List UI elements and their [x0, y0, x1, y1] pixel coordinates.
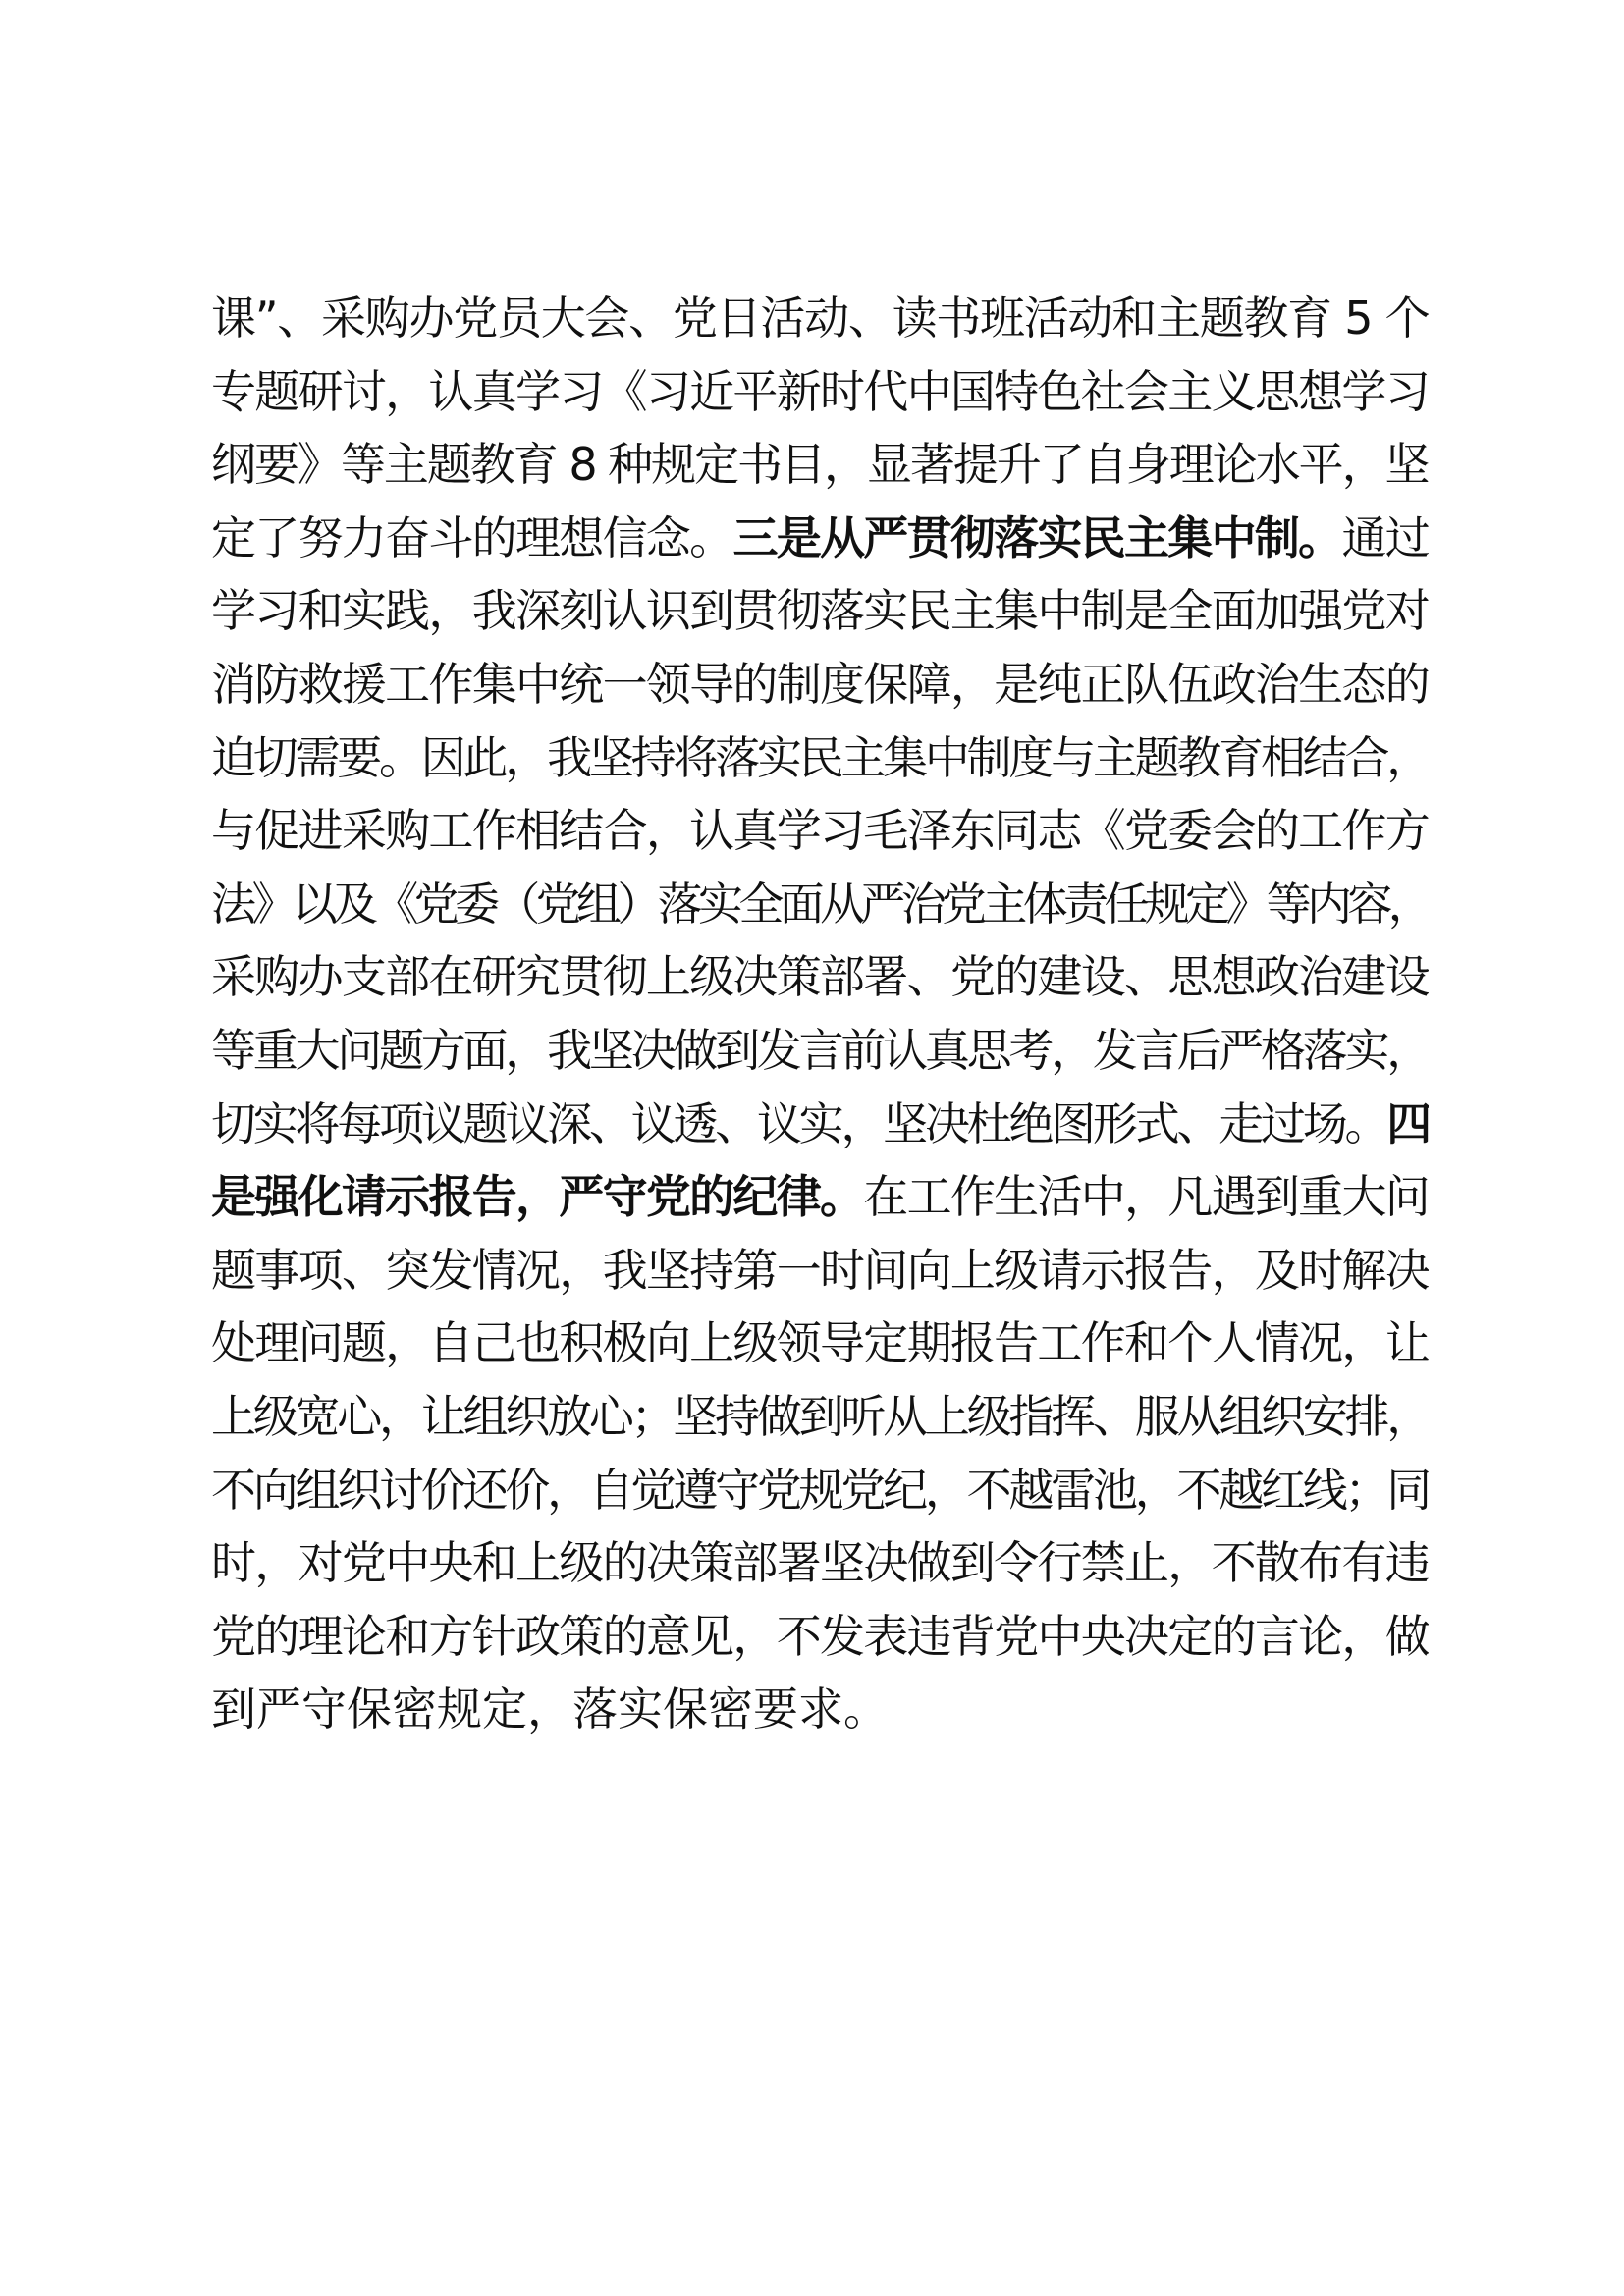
bold-heading-text: 三是从严贯彻落实民主集中制。 — [732, 510, 1342, 564]
text-line — [211, 868, 1429, 941]
text-line — [211, 1600, 1429, 1674]
body-text-segment: 不向组织讨价还价，自觉遵守党规党纪，不越雷池，不越红线；同 — [211, 1463, 1429, 1517]
text-line — [211, 794, 1429, 868]
text-line — [211, 940, 1429, 1014]
body-text-segment: 时，对党中央和上级的决策部署坚决做到令行禁止，不散布有违 — [211, 1536, 1429, 1590]
text-line — [211, 1380, 1429, 1454]
body-text-segment: 题事项、突发情况，我坚持第一时间向上级请示报告，及时解决 — [211, 1243, 1429, 1297]
text-line — [211, 282, 1429, 355]
body-text-segment: 切实将每项议题议深、议透、议实，坚决杜绝图形式、走过场。 — [211, 1096, 1387, 1150]
body-text-segment: 党的理论和方针政策的意见，不发表违背党中央决定的言论，做 — [211, 1609, 1429, 1663]
body-text-segment: 迫切需要。因此，我坚持将落实民主集中制度与主题教育相结合， — [211, 730, 1429, 784]
body-text-segment: 处理问题，自己也积极向上级领导定期报告工作和个人情况，让 — [211, 1316, 1429, 1370]
body-text-segment: 专题研讨，认真学习《习近平新时代中国特色社会主义思想学习 — [211, 364, 1429, 418]
text-line — [211, 428, 1429, 502]
text-line — [211, 1088, 1429, 1161]
bold-heading-text: 四 — [1386, 1096, 1429, 1150]
text-line — [211, 1526, 1429, 1600]
text-line — [211, 355, 1429, 429]
text-line — [211, 1014, 1429, 1088]
body-text-segment: 上级宽心，让组织放心；坚持做到听从上级指挥、服从组织安排， — [211, 1389, 1429, 1443]
text-line — [211, 502, 1429, 575]
body-text-segment: 到严守保密规定，落实保密要求。 — [211, 1682, 889, 1736]
body-text-segment: 学习和实践，我深刻认识到贯彻落实民主集中制是全面加强党对 — [211, 584, 1429, 638]
text-line — [211, 648, 1429, 721]
text-line — [211, 1454, 1429, 1527]
text-line — [211, 1160, 1429, 1234]
text-line — [211, 1234, 1429, 1308]
body-text-segment: 采购办支部在研究贯彻上级决策部署、党的建设、思想政治建设 — [211, 950, 1429, 1004]
body-text-segment: 课”、采购办党员大会、党日活动、读书班活动和主题教育 5 个 — [211, 292, 1429, 345]
text-line — [211, 574, 1429, 648]
body-text-segment: 在工作生活中，凡遇到重大问 — [863, 1170, 1429, 1224]
body-text-segment: 与促进采购工作相结合，认真学习毛泽东同志《党委会的工作方 — [211, 804, 1429, 858]
body-text-segment: 法》以及《党委（党组）落实全面从严治党主体责任规定》等内容， — [211, 877, 1429, 931]
body-text-segment: 定了努力奋斗的理想信念。 — [211, 510, 733, 564]
body-text — [211, 282, 1429, 1746]
body-text-segment: 消防救援工作集中统一领导的制度保障，是纯正队伍政治生态的 — [211, 657, 1429, 711]
text-line — [211, 1307, 1429, 1380]
text-line — [211, 721, 1429, 795]
bold-heading-text: 是强化请示报告，严守党的纪律。 — [211, 1170, 864, 1224]
body-text-segment: 纲要》等主题教育 8 种规定书目，显著提升了自身理论水平，坚 — [211, 438, 1429, 492]
body-text-segment: 等重大问题方面，我坚决做到发言前认真思考，发言后严格落实， — [211, 1023, 1429, 1077]
text-line — [211, 1673, 1429, 1746]
body-text-segment: 通过 — [1341, 510, 1429, 564]
